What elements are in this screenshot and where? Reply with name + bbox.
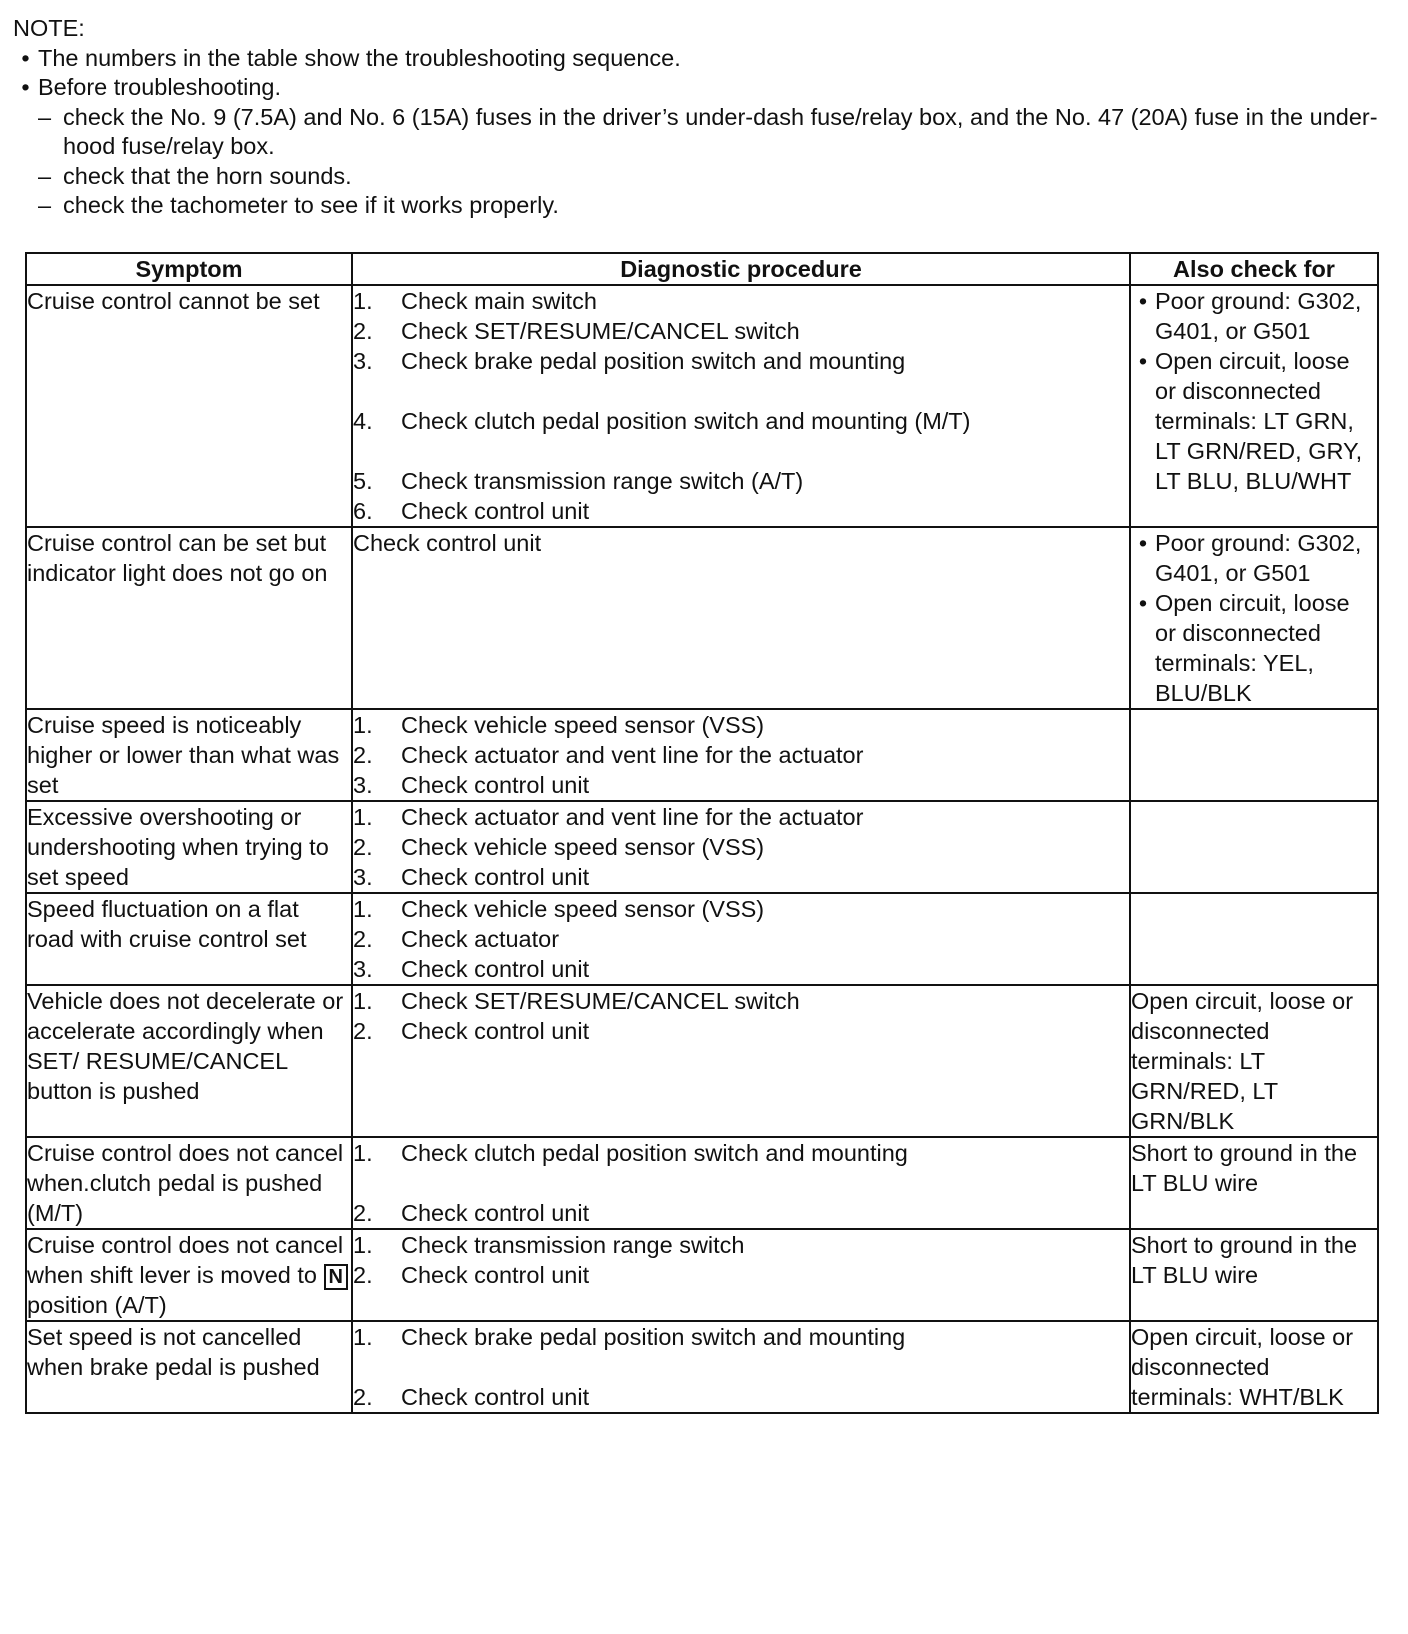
step-number: 2. — [353, 742, 373, 768]
dash-marker: – — [38, 192, 52, 218]
note-bullet-text: The numbers in the table show the troubleshooting sequence. — [38, 44, 681, 71]
procedure-step — [353, 1260, 1129, 1290]
step-text: Check brake pedal position switch and mounting — [401, 1324, 906, 1350]
step-number: 2. — [353, 926, 373, 952]
step-number: 5. — [353, 468, 373, 494]
also-check-cell — [1130, 285, 1378, 527]
step-number: 2. — [353, 1384, 373, 1410]
also-check-text: Poor ground: G302, G401, or G501 — [1155, 288, 1362, 344]
procedure-step — [353, 286, 1129, 316]
procedure-cell — [352, 285, 1130, 527]
procedure-cell — [352, 1321, 1130, 1413]
dash-marker: – — [38, 103, 52, 130]
procedure-step — [353, 770, 1129, 800]
procedure-cell — [352, 801, 1130, 893]
step-number: 2. — [353, 318, 373, 344]
bullet-marker: • — [1138, 530, 1148, 556]
troubleshooting-table — [25, 252, 1379, 1414]
procedure-step — [353, 740, 1129, 770]
table-row — [26, 1137, 1378, 1229]
also-check-item — [1131, 528, 1377, 588]
step-number: 1. — [353, 1324, 373, 1350]
symptom-cell: Cruise speed is noticeably higher or lower than what was set — [26, 709, 352, 801]
note-sub-item-text: check the No. 9 (7.5A) and No. 6 (15A) fuses in the driver’s under-dash fuse/relay box, and the No. 47 (20A) fuse in the under-hood fuse/relay box. — [63, 103, 1378, 159]
bullet-marker: • — [1138, 348, 1148, 374]
procedure-step — [353, 710, 1129, 740]
note-sub-item-text: check that the horn sounds. — [63, 162, 352, 189]
procedure-step — [353, 1230, 1129, 1260]
table-row — [26, 1321, 1378, 1413]
procedure-step — [353, 832, 1129, 862]
table-row — [26, 801, 1378, 893]
also-check-item — [1131, 286, 1377, 346]
step-text: Check control unit — [401, 1200, 590, 1226]
procedure-cell: Check control unit — [352, 527, 1130, 709]
step-text: Check SET/RESUME/CANCEL switch — [401, 318, 800, 344]
step-text: Check clutch pedal position switch and mounting — [401, 1140, 908, 1166]
procedure-cell — [352, 709, 1130, 801]
table-row — [26, 1229, 1378, 1321]
step-number: 3. — [353, 864, 373, 890]
step-text: Check transmission range switch — [401, 1232, 745, 1258]
step-text: Check control unit — [401, 1018, 590, 1044]
symptom-cell: Cruise control does not cancel when.clutch pedal is pushed (M/T) — [26, 1137, 352, 1229]
step-text: Check control unit — [401, 864, 590, 890]
step-number: 2. — [353, 1200, 373, 1226]
step-text: Check brake pedal position switch and mounting — [401, 348, 906, 374]
table-header-row — [26, 253, 1378, 285]
note-bullet — [13, 73, 1393, 103]
note-sub-item — [13, 103, 1393, 162]
table-row — [26, 709, 1378, 801]
procedure-step — [353, 406, 1129, 436]
step-text: Check actuator — [401, 926, 560, 952]
also-check-cell: Short to ground in the LT BLU wire — [1130, 1229, 1378, 1321]
procedure-cell — [352, 985, 1130, 1137]
step-number: 1. — [353, 804, 373, 830]
procedure-step — [353, 1198, 1129, 1228]
procedure-step — [353, 316, 1129, 346]
step-number: 1. — [353, 1140, 373, 1166]
symptom-cell: Cruise control cannot be set — [26, 285, 352, 527]
procedure-cell — [352, 893, 1130, 985]
bullet-marker: • — [1138, 288, 1148, 314]
symptom-text: Cruise control does not cancel when shift lever is moved to — [27, 1232, 344, 1288]
n-position-box: N — [324, 1264, 348, 1290]
step-text: Check actuator and vent line for the actuator — [401, 742, 864, 768]
also-check-cell: Open circuit, loose or disconnected terminals: WHT/BLK — [1130, 1321, 1378, 1413]
step-text: Check control unit — [401, 1262, 590, 1288]
step-number: 2. — [353, 1018, 373, 1044]
note-bullet — [13, 44, 1393, 74]
procedure-cell — [352, 1229, 1130, 1321]
step-text: Check control unit — [401, 772, 590, 798]
procedure-step — [353, 986, 1129, 1016]
note-sub-item-text: check the tachometer to see if it works properly. — [63, 192, 559, 218]
also-check-cell — [1130, 709, 1378, 801]
note-section — [13, 14, 1393, 221]
dash-marker: – — [38, 162, 52, 189]
note-title: NOTE: — [13, 15, 85, 41]
procedure-step — [353, 894, 1129, 924]
step-number: 6. — [353, 498, 373, 524]
table-row — [26, 985, 1378, 1137]
step-text: Check main switch — [401, 288, 597, 314]
step-number: 1. — [353, 896, 373, 922]
step-text: Check clutch pedal position switch and mounting (M/T) — [401, 408, 971, 434]
step-number: 3. — [353, 348, 373, 374]
symptom-text: position (A/T) — [27, 1292, 167, 1318]
procedure-cell — [352, 1137, 1130, 1229]
symptom-cell: Vehicle does not decelerate or accelerate accordingly when SET/ RESUME/CANCEL button is pushed — [26, 985, 352, 1137]
header-also-check-for: Also check for — [1130, 253, 1378, 285]
step-number: 2. — [353, 1262, 373, 1288]
step-number: 1. — [353, 288, 373, 314]
step-text: Check transmission range switch (A/T) — [401, 468, 804, 494]
bullet-marker: • — [1138, 590, 1148, 616]
step-text: Check control unit — [401, 956, 590, 982]
procedure-step — [353, 1016, 1129, 1046]
step-number: 1. — [353, 988, 373, 1014]
step-number: 1. — [353, 712, 373, 738]
step-number: 4. — [353, 408, 373, 434]
step-number: 2. — [353, 834, 373, 860]
header-symptom: Symptom — [26, 253, 352, 285]
procedure-step — [353, 1322, 1129, 1352]
step-number: 1. — [353, 1232, 373, 1258]
step-text: Check actuator and vent line for the actuator — [401, 804, 864, 830]
symptom-cell: Set speed is not cancelled when brake pedal is pushed — [26, 1321, 352, 1413]
procedure-step — [353, 466, 1129, 496]
step-text: Check control unit — [401, 1384, 590, 1410]
procedure-step — [353, 1382, 1129, 1412]
procedure-step — [353, 954, 1129, 984]
symptom-cell — [26, 1229, 352, 1321]
also-check-cell — [1130, 527, 1378, 709]
procedure-step — [353, 496, 1129, 526]
also-check-cell — [1130, 801, 1378, 893]
also-check-text: Open circuit, loose or disconnected terminals: YEL, BLU/BLK — [1155, 590, 1350, 706]
step-text: Check SET/RESUME/CANCEL switch — [401, 988, 800, 1014]
also-check-text: Open circuit, loose or disconnected terminals: LT GRN, LT GRN/RED, GRY, LT BLU, BLU/WHT — [1155, 348, 1363, 494]
note-sub-item — [13, 191, 1393, 221]
symptom-cell: Speed fluctuation on a flat road with cruise control set — [26, 893, 352, 985]
also-check-text: Poor ground: G302, G401, or G501 — [1155, 530, 1362, 586]
bullet-marker: • — [21, 44, 30, 71]
step-text: Check vehicle speed sensor (VSS) — [401, 712, 765, 738]
procedure-step — [353, 1138, 1129, 1168]
step-number: 3. — [353, 956, 373, 982]
procedure-step — [353, 802, 1129, 832]
header-diagnostic-procedure: Diagnostic procedure — [352, 253, 1130, 285]
also-check-item — [1131, 588, 1377, 708]
symptom-cell: Cruise control can be set but indicator light does not go on — [26, 527, 352, 709]
step-text: Check control unit — [401, 498, 590, 524]
also-check-cell: Open circuit, loose or disconnected terminals: LT GRN/RED, LT GRN/BLK — [1130, 985, 1378, 1137]
table-row — [26, 285, 1378, 527]
step-text: Check vehicle speed sensor (VSS) — [401, 896, 765, 922]
bullet-marker: • — [21, 74, 30, 100]
procedure-step — [353, 862, 1129, 892]
table-row — [26, 527, 1378, 709]
note-sub-item — [13, 162, 1393, 192]
note-bullet-text: Before troubleshooting. — [38, 74, 281, 100]
step-text: Check vehicle speed sensor (VSS) — [401, 834, 765, 860]
step-number: 3. — [353, 772, 373, 798]
procedure-step — [353, 924, 1129, 954]
also-check-cell: Short to ground in the LT BLU wire — [1130, 1137, 1378, 1229]
symptom-cell: Excessive overshooting or undershooting when trying to set speed — [26, 801, 352, 893]
procedure-step — [353, 346, 1129, 376]
also-check-item — [1131, 346, 1377, 496]
also-check-cell — [1130, 893, 1378, 985]
table-row — [26, 893, 1378, 985]
